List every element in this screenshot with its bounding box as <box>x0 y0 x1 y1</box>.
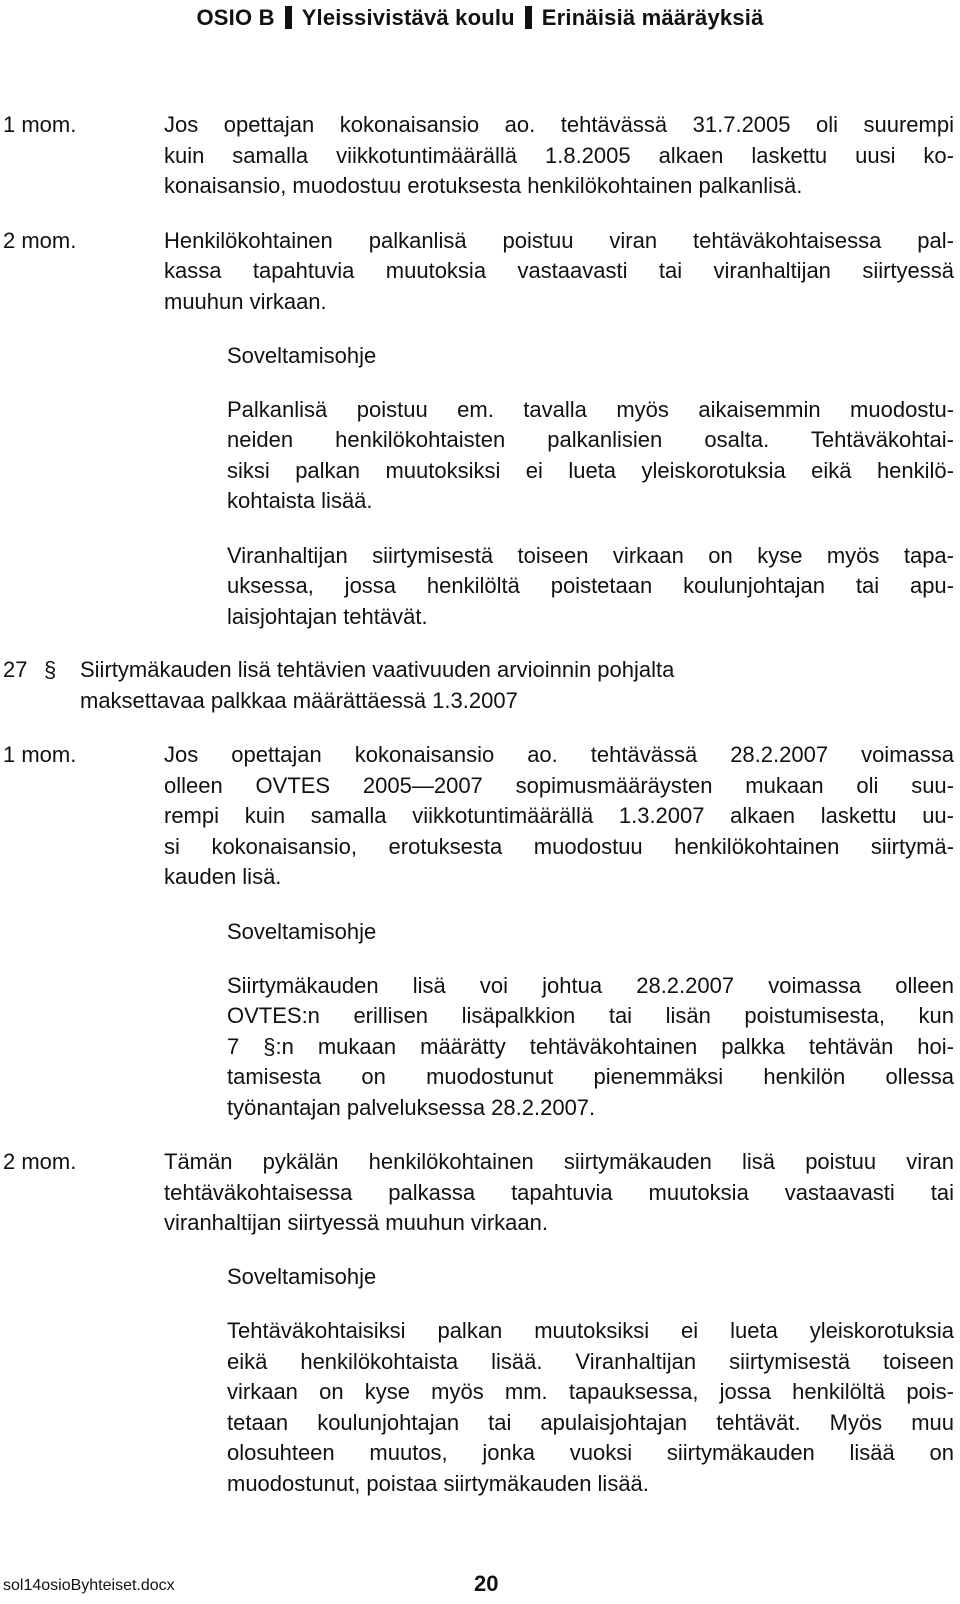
paragraph-line: Tämän pykälän henkilökohtainen siirtymäkauden lisä poistuu viran <box>164 1149 954 1174</box>
paragraph-line: Jos opettajan kokonaisansio ao. tehtävässä 28.2.2007 voimassa <box>164 742 954 767</box>
paragraph-line: kauden lisä. <box>164 864 282 889</box>
guide-line: virkaan on kyse myös mm. tapauksessa, jossa henkilöltä pois- <box>227 1379 954 1404</box>
paragraph-line: konaisansio, muodostuu erotuksesta henkilökohtainen palkanlisä. <box>164 173 803 198</box>
mom-label: 1 mom. <box>3 742 77 767</box>
guide-line: Siirtymäkauden lisä voi johtua 28.2.2007 voimassa olleen <box>227 973 954 998</box>
page-number: 20 <box>474 1571 499 1596</box>
guide-line: tamisesta on muodostunut pienemmäksi henkilön ollessa <box>227 1064 954 1089</box>
guide-line: OVTES:n erillisen lisäpalkkion tai lisän poistumisesta, kun <box>227 1003 954 1028</box>
guide-title: Soveltamisohje <box>227 919 377 944</box>
section-symbol: § <box>44 657 57 682</box>
guide-line: Viranhaltijan siirtymisestä toiseen virkaan on kyse myös tapa- <box>227 543 954 568</box>
paragraph-line: Henkilökohtainen palkanlisä poistuu viran tehtäväkohtaisessa pal- <box>164 228 954 253</box>
paragraph-line: rempi kuin samalla viikkotuntimäärällä 1.3.2007 alkaen laskettu uu- <box>164 803 954 828</box>
guide-line: muodostunut, poistaa siirtymäkauden lisää. <box>227 1471 649 1496</box>
header-section: Yleissivistävä koulu <box>301 5 515 30</box>
header-chapter: Erinäisiä määräyksiä <box>541 5 764 30</box>
guide-line: uksessa, jossa henkilöltä poistetaan koulunjohtajan tai apu- <box>227 573 954 598</box>
guide-line: tetaan koulunjohtajan tai apulaisjohtajan tehtävät. Myös muu <box>227 1410 954 1435</box>
guide-title: Soveltamisohje <box>227 1264 377 1289</box>
paragraph-line: viranhaltijan siirtyessä muuhun virkaan. <box>164 1210 548 1235</box>
paragraph-line: muuhun virkaan. <box>164 289 327 314</box>
paragraph-line: kuin samalla viikkotuntimäärällä 1.8.2005 alkaen laskettu uusi ko- <box>164 143 954 168</box>
header-part: OSIO B <box>196 5 275 30</box>
section-title-line: maksettavaa palkkaa määrättäessä 1.3.2007 <box>80 688 518 713</box>
guide-line: Palkanlisä poistuu em. tavalla myös aikaisemmin muodostu- <box>227 397 954 422</box>
paragraph-line: Jos opettajan kokonaisansio ao. tehtävässä 31.7.2005 oli suurempi <box>164 112 954 137</box>
paragraph-line: olleen OVTES 2005—2007 sopimusmääräysten mukaan oli suu- <box>164 773 954 798</box>
paragraph-line: tehtäväkohtaisessa palkassa tapahtuvia muutoksia vastaavasti tai <box>164 1180 954 1205</box>
paragraph-line: si kokonaisansio, erotuksesta muodostuu henkilökohtainen siirtymä- <box>164 834 954 859</box>
guide-line: laisjohtajan tehtävät. <box>227 604 428 629</box>
guide-line: eikä henkilökohtaista lisää. Viranhaltijan siirtymisestä toiseen <box>227 1349 954 1374</box>
guide-line: neiden henkilökohtaisten palkanlisien osalta. Tehtäväkohtai- <box>227 427 954 452</box>
guide-line: 7 §:n mukaan määrätty tehtäväkohtainen palkka tehtävän hoi- <box>227 1034 954 1059</box>
guide-line: siksi palkan muutoksiksi ei lueta yleiskorotuksia eikä henkilö- <box>227 458 954 483</box>
footer-filename: sol14osioByhteiset.docx <box>3 1577 175 1594</box>
guide-line: Tehtäväkohtaisiksi palkan muutoksiksi ei lueta yleiskorotuksia <box>227 1318 954 1343</box>
section-number: 27 <box>3 657 28 682</box>
guide-line: kohtaista lisää. <box>227 488 373 513</box>
page-header <box>0 0 960 44</box>
mom-label: 1 mom. <box>3 112 77 137</box>
paragraph-line: kassa tapahtuvia muutoksia vastaavasti tai viranhaltijan siirtyessä <box>164 258 954 283</box>
section-title-line: Siirtymäkauden lisä tehtävien vaativuuden arvioinnin pohjalta <box>80 657 675 682</box>
guide-line: työnantajan palveluksessa 28.2.2007. <box>227 1095 596 1120</box>
header-separator <box>525 6 532 29</box>
header-separator <box>285 6 292 29</box>
mom-label: 2 mom. <box>3 228 77 253</box>
guide-title: Soveltamisohje <box>227 343 377 368</box>
mom-label: 2 mom. <box>3 1149 77 1174</box>
guide-line: olosuhteen muutos, jonka vuoksi siirtymäkauden lisää on <box>227 1440 954 1465</box>
